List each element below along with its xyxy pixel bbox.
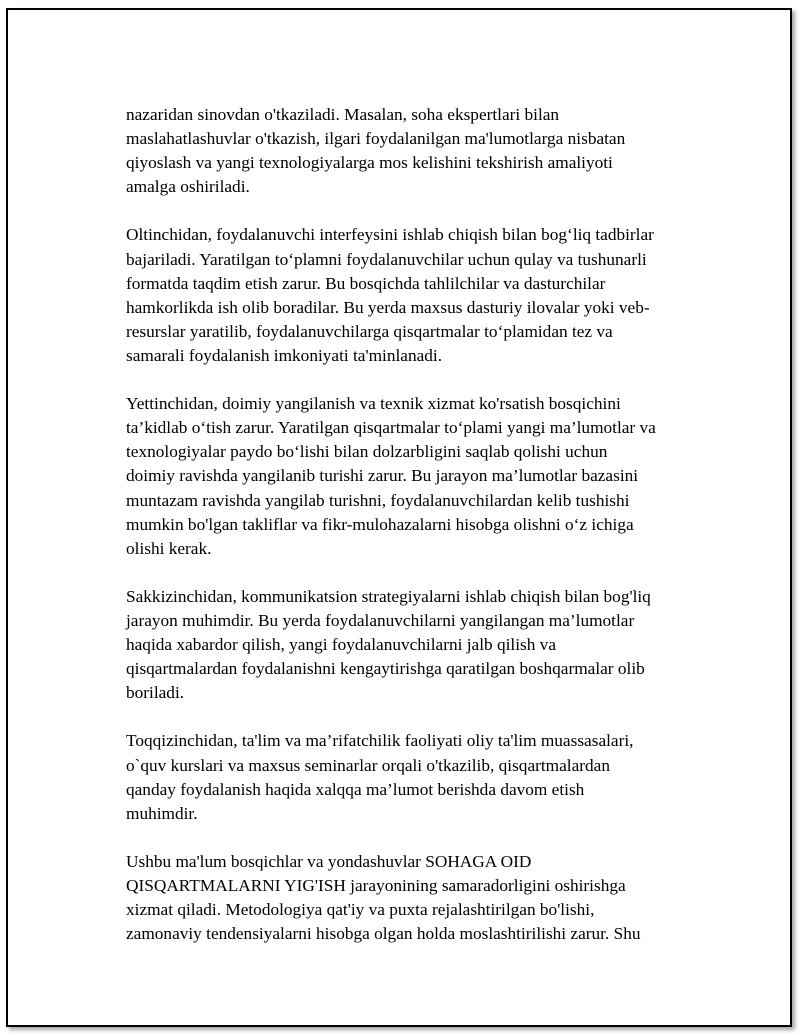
paragraph: Oltinchidan, foydalanuvchi interfeysini ishlab chiqish bilan bog‘liq tadbirlar bajariladi. Yaratilgan to‘plamni foydalanuvchilar uchun qulay va tushunarli formatda taqdim etish zarur. Bu bosqichda tahlilchilar va dasturchilar hamkorlikda ish olib boradilar. Bu yerda maxsus dasturiy ilovalar yoki veb- resurslar yaratilib, foydalanuvchilarga qisqartmalar to‘plamidan tez va samarali foydalanish imkoniyati ta'minlanadi. xyxy=(126,225,654,365)
paragraph: Toqqizinchidan, ta'lim va ma’rifatchilik faoliyati oliy ta'lim muassasalari, o`quv kurslari va maxsus seminarlar orqali o'tkazilib, qisqartmalardan qanday foydalanish haqida xalqqa ma’lumot berishda davom etish muhimdir. xyxy=(126,731,634,823)
paragraph: Ushbu ma'lum bosqichlar va yondashuvlar SOHAGA OID QISQARTMALARNI YIG'ISH jarayonining samaradorligini oshirishga xizmat qiladi. Metodologiya qat'iy va puxta rejalashtirilgan bo'lishi, zamonaviy tendensiyalarni hisobga olgan holda moslashtirilishi zarur. Shu xyxy=(126,851,641,944)
document-body xyxy=(126,103,701,970)
paragraph: Yettinchidan, doimiy yangilanish va texnik xizmat ko'rsatish bosqichini ta’kidlab o‘tish zarur. Yaratilgan qisqartmalar to‘plami yangi ma’lumotlar va texnologiyalar paydo bo‘lishi bilan dolzarbligini saqlab qolishi uchun doimiy ravishda yangilanib turishi zarur. Bu jarayon ma’lumotlar bazasini muntazam ravishda yangilab turishni, foydalanuvchilardan kelib tushishi mumkin bo'lgan takliflar va fikr-mulohazalarni hisobga olishni o‘z ichiga olishi kerak. xyxy=(126,394,656,558)
paragraph: nazaridan sinovdan o'tkaziladi. Masalan, soha ekspertlari bilan maslahatlashuvlar o'tkazish, ilgari foydalanilgan ma'lumotlarga nisbatan qiyoslash va yangi texnologiyalarga mos kelishini tekshirish amaliyoti amalga oshiriladi. xyxy=(126,105,626,197)
paragraph: Sakkizinchidan, kommunikatsion strategiyalarni ishlab chiqish bilan bog'liq jarayon muhimdir. Bu yerda foydalanuvchilarni yangilangan ma’lumotlar haqida xabardor qilish, yangi foydalanuvchilarni jalb qilish va qisqartmalardan foydalanishni kengaytirishga qaratilgan boshqarmalar olib boriladi. xyxy=(126,586,651,703)
document-page xyxy=(6,8,792,1027)
